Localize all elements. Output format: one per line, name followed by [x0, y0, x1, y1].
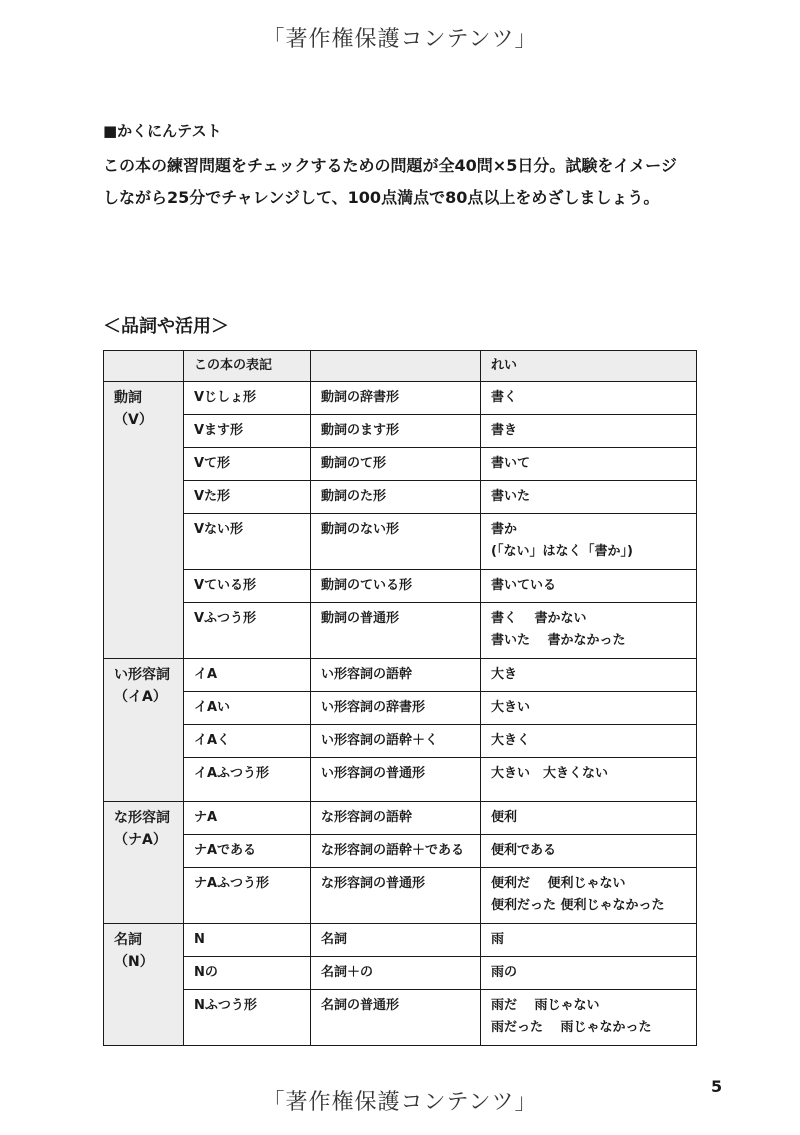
watermark-bottom: 「著作権保護コンテンツ」 — [262, 1090, 538, 1115]
page-number: 5 — [711, 1077, 723, 1096]
example-text: 便利である — [491, 843, 557, 858]
notation-cell: Vて形 — [184, 448, 311, 481]
table-row — [104, 924, 697, 957]
example-text: 大き — [491, 667, 518, 682]
example-text: 書いた — [491, 489, 531, 504]
category-label: 名詞（N） — [114, 932, 154, 970]
watermark-top: 「著作権保護コンテンツ」 — [262, 27, 538, 52]
table-row — [104, 448, 697, 481]
description-cell: 名詞＋の — [311, 957, 481, 990]
table-row — [104, 481, 697, 514]
notation-cell: イAふつう形 — [184, 758, 311, 802]
category-cell — [104, 924, 184, 1046]
table-row — [104, 835, 697, 868]
table-row — [104, 514, 697, 570]
category-label: 動詞（V） — [114, 390, 153, 428]
table-title: ＜品詞や活用＞ — [103, 316, 229, 337]
example-cell — [481, 835, 697, 868]
header-category — [104, 351, 184, 382]
table-row — [104, 868, 697, 924]
notation-cell: Nふつう形 — [184, 990, 311, 1046]
example-text: 雨だった 雨じゃなかった — [491, 1020, 652, 1035]
grammar-table — [103, 350, 697, 1046]
notation-cell: ナA — [184, 802, 311, 835]
table-header-row — [104, 351, 697, 382]
description-cell: 動詞のている形 — [311, 570, 481, 603]
example-cell — [481, 692, 697, 725]
notation-cell: N — [184, 924, 311, 957]
table-row — [104, 802, 697, 835]
notation-cell: ナAである — [184, 835, 311, 868]
notation-cell: Nの — [184, 957, 311, 990]
notation-cell: Vふつう形 — [184, 603, 311, 659]
table-row — [104, 725, 697, 758]
example-cell — [481, 957, 697, 990]
table-row — [104, 692, 697, 725]
example-text: 書いている — [491, 578, 557, 593]
header-description — [311, 351, 481, 382]
section-heading: ■かくにんテスト — [103, 122, 222, 140]
table-row — [104, 990, 697, 1046]
notation-cell: イAい — [184, 692, 311, 725]
example-cell — [481, 448, 697, 481]
example-cell — [481, 481, 697, 514]
category-label: （イA） — [114, 689, 167, 705]
example-text: 書く — [491, 390, 518, 405]
example-cell — [481, 514, 697, 570]
header-example: れい — [481, 351, 697, 382]
example-cell — [481, 570, 697, 603]
example-text: 大きい — [491, 700, 531, 715]
table-row — [104, 415, 697, 448]
example-cell — [481, 415, 697, 448]
description-cell: な形容詞の語幹＋である — [311, 835, 481, 868]
description-cell: 名詞の普通形 — [311, 990, 481, 1046]
category-cell — [104, 382, 184, 659]
example-text: 雨だ 雨じゃない — [491, 998, 600, 1013]
category-cell — [104, 802, 184, 924]
notation-cell: Vている形 — [184, 570, 311, 603]
notation-cell: Vない形 — [184, 514, 311, 570]
description-cell: 動詞のない形 — [311, 514, 481, 570]
notation-cell: Vじしょ形 — [184, 382, 311, 415]
description-cell: な形容詞の語幹 — [311, 802, 481, 835]
example-text: 書いた 書かなかった — [491, 633, 626, 648]
notation-cell: Vた形 — [184, 481, 311, 514]
intro-line-2: しながら25分でチャレンジして、100点満点で80点以上をめざしましょう。 — [103, 188, 660, 207]
notation-cell: イA — [184, 659, 311, 692]
notation-cell: ナAふつう形 — [184, 868, 311, 924]
table-row — [104, 570, 697, 603]
description-cell: い形容詞の普通形 — [311, 758, 481, 802]
description-cell: い形容詞の辞書形 — [311, 692, 481, 725]
example-cell — [481, 382, 697, 415]
example-cell — [481, 924, 697, 957]
example-cell — [481, 603, 697, 659]
description-cell: な形容詞の普通形 — [311, 868, 481, 924]
table-row — [104, 603, 697, 659]
description-cell: い形容詞の語幹＋く — [311, 725, 481, 758]
example-text: 書か — [491, 522, 518, 537]
example-text: 便利 — [491, 810, 518, 825]
example-text: 雨の — [491, 965, 518, 980]
table-row — [104, 382, 697, 415]
description-cell: 動詞のて形 — [311, 448, 481, 481]
example-cell — [481, 990, 697, 1046]
example-text: 便利だ 便利じゃない — [491, 876, 626, 891]
table-row — [104, 659, 697, 692]
intro-paragraph — [103, 150, 703, 214]
example-cell — [481, 802, 697, 835]
example-text: 便利だった 便利じゃなかった — [491, 898, 665, 913]
example-cell — [481, 868, 697, 924]
description-cell: 動詞のた形 — [311, 481, 481, 514]
example-text: 大きく — [491, 733, 531, 748]
example-text: 書く 書かない — [491, 611, 587, 626]
description-cell: 名詞 — [311, 924, 481, 957]
description-cell: 動詞のます形 — [311, 415, 481, 448]
example-cell — [481, 659, 697, 692]
intro-line-1: この本の練習問題をチェックするための問題が全40問×5日分。試験をイメージ — [103, 156, 677, 175]
example-text: (「ない」はなく「書か」) — [491, 544, 633, 559]
notation-cell: Vます形 — [184, 415, 311, 448]
table-row — [104, 758, 697, 802]
example-cell — [481, 758, 697, 802]
example-cell — [481, 725, 697, 758]
example-text: 書いて — [491, 456, 531, 471]
category-label: な形容詞 — [114, 810, 170, 826]
example-text: 大きい 大きくない — [491, 766, 609, 781]
example-text: 雨 — [491, 932, 505, 947]
description-cell: い形容詞の語幹 — [311, 659, 481, 692]
description-cell: 動詞の普通形 — [311, 603, 481, 659]
category-label: い形容詞 — [114, 667, 170, 683]
category-cell — [104, 659, 184, 802]
notation-cell: イAく — [184, 725, 311, 758]
example-text: 書き — [491, 423, 518, 438]
header-notation: この本の表記 — [184, 351, 311, 382]
description-cell: 動詞の辞書形 — [311, 382, 481, 415]
category-label: （ナA） — [114, 832, 167, 848]
table-row — [104, 957, 697, 990]
